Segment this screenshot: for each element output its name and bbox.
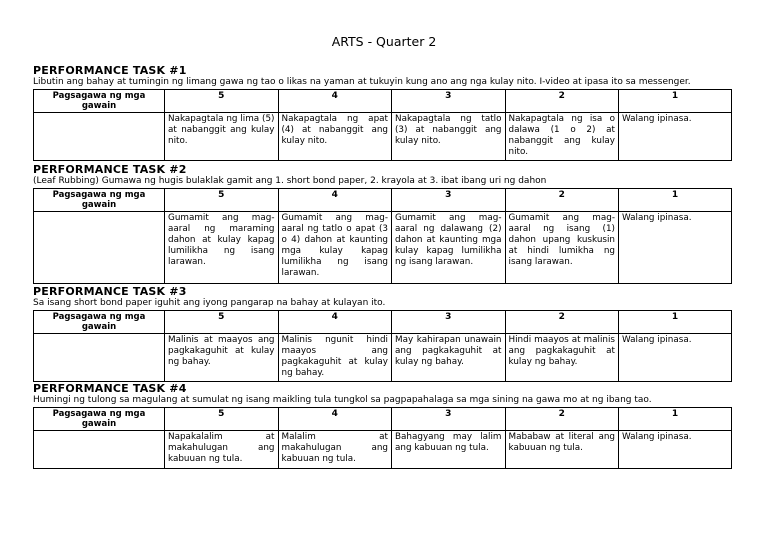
rubric-cell-1: Walang ipinasa. — [619, 334, 732, 382]
rubric-cell-1: Walang ipinasa. — [619, 212, 732, 284]
performance-task-2 — [33, 163, 733, 284]
task-title: PERFORMANCE TASK #2 — [33, 163, 187, 176]
rubric-cell-4: Malalim at makahulugan ang kabuuan ng tula. — [278, 431, 392, 469]
score-header-5: 5 — [165, 90, 279, 113]
rubric-cell-5: Gumamit ang mag-aaral ng maraming dahon at kulay kapag lumilikha ng isang larawan. — [165, 212, 279, 284]
rubric-header-row — [34, 189, 732, 212]
rubric-cell-2: Mababaw at literal ang kabuuan ng tula. — [505, 431, 619, 469]
rubric-cell-5: Nakapagtala ng lima (5) at nabanggit ang kulay nito. — [165, 113, 279, 161]
rubric-cell-3: Bahagyang may lalim ang kabuuan ng tula. — [392, 431, 506, 469]
task-instruction: Sa isang short bond paper iguhit ang iyong pangarap na bahay at kulayan ito. — [33, 298, 386, 308]
score-header-5: 5 — [165, 189, 279, 212]
rubric-cell-1: Walang ipinasa. — [619, 113, 732, 161]
performance-task-1 — [33, 64, 733, 161]
performance-task-3 — [33, 285, 733, 382]
rubric-row — [34, 431, 732, 469]
criteria-cell — [34, 334, 165, 382]
performance-task-4 — [33, 382, 733, 469]
rubric-row — [34, 334, 732, 382]
task-instruction: (Leaf Rubbing) Gumawa ng hugis bulaklak gamit ang 1. short bond paper, 2. krayola at 3. ibat ibang uri ng dahon — [33, 176, 547, 186]
score-header-4: 4 — [278, 311, 392, 334]
rubric-cell-3: Nakapagtala ng tatlo (3) at nabanggit ang kulay nito. — [392, 113, 506, 161]
score-header-4: 4 — [278, 189, 392, 212]
score-header-2: 2 — [505, 189, 619, 212]
score-header-5: 5 — [165, 311, 279, 334]
score-header-1: 1 — [619, 408, 732, 431]
page-title: ARTS - Quarter 2 — [331, 34, 437, 49]
rubric-header-row — [34, 408, 732, 431]
score-header-1: 1 — [619, 311, 732, 334]
rubric-cell-5: Napakalalim at makahulugan ang kabuuan ng tula. — [165, 431, 279, 469]
rubric-table — [33, 188, 732, 284]
criteria-cell — [34, 212, 165, 284]
rubric-cell-4: Nakapagtala ng apat (4) at nabanggit ang kulay nito. — [278, 113, 392, 161]
score-header-3: 3 — [392, 408, 506, 431]
score-header-2: 2 — [505, 311, 619, 334]
rubric-header-row — [34, 90, 732, 113]
task-title: PERFORMANCE TASK #4 — [33, 382, 187, 395]
criteria-header: Pagsagawa ng mga gawain — [34, 90, 165, 113]
score-header-3: 3 — [392, 311, 506, 334]
task-title: PERFORMANCE TASK #3 — [33, 285, 187, 298]
score-header-4: 4 — [278, 408, 392, 431]
rubric-cell-4: Malinis ngunit hindi maayos ang pagkakaguhit at kulay ng bahay. — [278, 334, 392, 382]
rubric-cell-1: Walang ipinasa. — [619, 431, 732, 469]
score-header-3: 3 — [392, 189, 506, 212]
criteria-header: Pagsagawa ng mga gawain — [34, 311, 165, 334]
rubric-header-row — [34, 311, 732, 334]
rubric-table — [33, 89, 732, 161]
criteria-header: Pagsagawa ng mga gawain — [34, 189, 165, 212]
score-header-1: 1 — [619, 90, 732, 113]
rubric-row — [34, 212, 732, 284]
task-instruction: Libutin ang bahay at tumingin ng limang gawa ng tao o likas na yaman at tukuyin kung ano ang nga kulay nito. I-video at ipasa ito sa messenger. — [33, 77, 691, 87]
score-header-4: 4 — [278, 90, 392, 113]
score-header-2: 2 — [505, 90, 619, 113]
rubric-cell-3: May kahirapan unawain ang pagkakaguhit at kulay ng bahay. — [392, 334, 506, 382]
rubric-cell-2: Gumamit ang mag-aaral ng isang (1) dahon upang kuskusin at hindi lumikha ng isang larawan. — [505, 212, 619, 284]
rubric-cell-2: Nakapagtala ng isa o dalawa (1 o 2) at nabanggit ang kulay nito. — [505, 113, 619, 161]
score-header-2: 2 — [505, 408, 619, 431]
rubric-row — [34, 113, 732, 161]
rubric-cell-5: Malinis at maayos ang pagkakaguhit at kulay ng bahay. — [165, 334, 279, 382]
criteria-header: Pagsagawa ng mga gawain — [34, 408, 165, 431]
task-instruction: Humingi ng tulong sa magulang at sumulat ng isang maikling tula tungkol sa pagpapahalaga sa mga sining na gawa mo at ng ibang tao. — [33, 395, 652, 405]
rubric-table — [33, 310, 732, 382]
rubric-table — [33, 407, 732, 469]
score-header-1: 1 — [619, 189, 732, 212]
rubric-cell-4: Gumamit ang mag-aaral ng tatlo o apat (3 o 4) dahon at kaunting mga kulay kapag lumilikha ng isang larawan. — [278, 212, 392, 284]
criteria-cell — [34, 431, 165, 469]
criteria-cell — [34, 113, 165, 161]
score-header-3: 3 — [392, 90, 506, 113]
rubric-cell-3: Gumamit ang mag-aaral ng dalawang (2) dahon at kaunting mga kulay kapag lumilikha ng isang larawan. — [392, 212, 506, 284]
score-header-5: 5 — [165, 408, 279, 431]
rubric-cell-2: Hindi maayos at malinis ang pagkakaguhit at kulay ng bahay. — [505, 334, 619, 382]
task-title: PERFORMANCE TASK #1 — [33, 64, 187, 77]
